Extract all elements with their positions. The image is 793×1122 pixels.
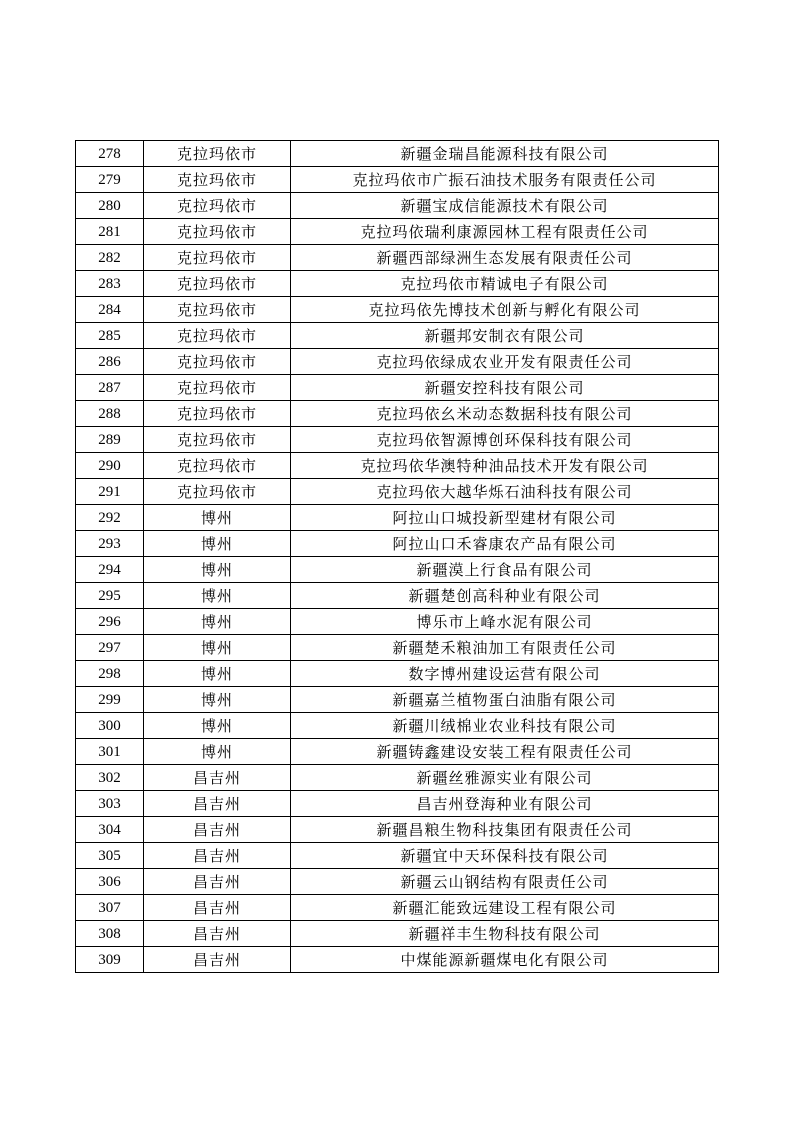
row-number-cell: 284 <box>76 297 144 323</box>
table-row <box>76 479 719 505</box>
company-name-cell: 克拉玛依华澳特种油品技术开发有限公司 <box>291 453 719 479</box>
company-name-cell: 克拉玛依智源博创环保科技有限公司 <box>291 427 719 453</box>
row-number-cell: 295 <box>76 583 144 609</box>
region-cell: 昌吉州 <box>144 869 291 895</box>
table-row <box>76 453 719 479</box>
table-row <box>76 791 719 817</box>
region-cell: 克拉玛依市 <box>144 323 291 349</box>
row-number-cell: 278 <box>76 141 144 167</box>
company-name-cell: 中煤能源新疆煤电化有限公司 <box>291 947 719 973</box>
company-name-cell: 新疆邦安制衣有限公司 <box>291 323 719 349</box>
company-name-cell: 新疆西部绿洲生态发展有限责任公司 <box>291 245 719 271</box>
row-number-cell: 303 <box>76 791 144 817</box>
company-name-cell: 克拉玛依瑞利康源园林工程有限责任公司 <box>291 219 719 245</box>
table-row <box>76 687 719 713</box>
region-cell: 昌吉州 <box>144 791 291 817</box>
row-number-cell: 280 <box>76 193 144 219</box>
row-number-cell: 279 <box>76 167 144 193</box>
row-number-cell: 283 <box>76 271 144 297</box>
region-cell: 昌吉州 <box>144 947 291 973</box>
row-number-cell: 296 <box>76 609 144 635</box>
company-name-cell: 昌吉州登海种业有限公司 <box>291 791 719 817</box>
company-name-cell: 新疆云山钢结构有限责任公司 <box>291 869 719 895</box>
row-number-cell: 289 <box>76 427 144 453</box>
company-name-cell: 新疆宝成信能源技术有限公司 <box>291 193 719 219</box>
company-name-cell: 新疆汇能致远建设工程有限公司 <box>291 895 719 921</box>
table-row <box>76 141 719 167</box>
region-cell: 博州 <box>144 635 291 661</box>
region-cell: 博州 <box>144 739 291 765</box>
table-row <box>76 947 719 973</box>
region-cell: 博州 <box>144 505 291 531</box>
table-body <box>76 141 719 973</box>
table-row <box>76 349 719 375</box>
row-number-cell: 299 <box>76 687 144 713</box>
company-name-cell: 新疆楚创高科种业有限公司 <box>291 583 719 609</box>
row-number-cell: 306 <box>76 869 144 895</box>
company-name-cell: 克拉玛依绿成农业开发有限责任公司 <box>291 349 719 375</box>
table-row <box>76 167 719 193</box>
company-name-cell: 新疆安控科技有限公司 <box>291 375 719 401</box>
company-name-cell: 新疆祥丰生物科技有限公司 <box>291 921 719 947</box>
region-cell: 克拉玛依市 <box>144 297 291 323</box>
region-cell: 博州 <box>144 687 291 713</box>
row-number-cell: 297 <box>76 635 144 661</box>
table-row <box>76 713 719 739</box>
table-row <box>76 583 719 609</box>
row-number-cell: 292 <box>76 505 144 531</box>
region-cell: 克拉玛依市 <box>144 427 291 453</box>
table-row <box>76 739 719 765</box>
company-name-cell: 新疆楚禾粮油加工有限责任公司 <box>291 635 719 661</box>
region-cell: 克拉玛依市 <box>144 453 291 479</box>
region-cell: 昌吉州 <box>144 817 291 843</box>
company-name-cell: 阿拉山口禾睿康农产品有限公司 <box>291 531 719 557</box>
row-number-cell: 308 <box>76 921 144 947</box>
region-cell: 昌吉州 <box>144 921 291 947</box>
table-row <box>76 375 719 401</box>
company-name-cell: 克拉玛依市精诚电子有限公司 <box>291 271 719 297</box>
table-row <box>76 271 719 297</box>
table-row <box>76 635 719 661</box>
table-row <box>76 609 719 635</box>
region-cell: 克拉玛依市 <box>144 375 291 401</box>
region-cell: 昌吉州 <box>144 895 291 921</box>
table-row <box>76 843 719 869</box>
region-cell: 克拉玛依市 <box>144 245 291 271</box>
region-cell: 博州 <box>144 661 291 687</box>
region-cell: 昌吉州 <box>144 843 291 869</box>
region-cell: 克拉玛依市 <box>144 349 291 375</box>
row-number-cell: 294 <box>76 557 144 583</box>
company-name-cell: 克拉玛依幺米动态数据科技有限公司 <box>291 401 719 427</box>
row-number-cell: 290 <box>76 453 144 479</box>
row-number-cell: 288 <box>76 401 144 427</box>
row-number-cell: 302 <box>76 765 144 791</box>
company-list-table <box>75 140 719 973</box>
region-cell: 博州 <box>144 583 291 609</box>
table-row <box>76 219 719 245</box>
table-row <box>76 297 719 323</box>
company-name-cell: 新疆嘉兰植物蛋白油脂有限公司 <box>291 687 719 713</box>
region-cell: 博州 <box>144 713 291 739</box>
company-name-cell: 克拉玛依先博技术创新与孵化有限公司 <box>291 297 719 323</box>
row-number-cell: 298 <box>76 661 144 687</box>
region-cell: 克拉玛依市 <box>144 193 291 219</box>
company-name-cell: 新疆金瑞昌能源科技有限公司 <box>291 141 719 167</box>
table-row <box>76 245 719 271</box>
company-name-cell: 新疆漠上行食品有限公司 <box>291 557 719 583</box>
table-row <box>76 323 719 349</box>
row-number-cell: 301 <box>76 739 144 765</box>
company-name-cell: 新疆铸鑫建设安装工程有限责任公司 <box>291 739 719 765</box>
company-name-cell: 克拉玛依市广振石油技术服务有限责任公司 <box>291 167 719 193</box>
company-name-cell: 克拉玛依大越华烁石油科技有限公司 <box>291 479 719 505</box>
row-number-cell: 287 <box>76 375 144 401</box>
region-cell: 克拉玛依市 <box>144 271 291 297</box>
region-cell: 克拉玛依市 <box>144 219 291 245</box>
row-number-cell: 305 <box>76 843 144 869</box>
row-number-cell: 304 <box>76 817 144 843</box>
region-cell: 博州 <box>144 609 291 635</box>
company-name-cell: 博乐市上峰水泥有限公司 <box>291 609 719 635</box>
company-name-cell: 新疆丝雅源实业有限公司 <box>291 765 719 791</box>
region-cell: 克拉玛依市 <box>144 141 291 167</box>
table-row <box>76 765 719 791</box>
row-number-cell: 307 <box>76 895 144 921</box>
region-cell: 昌吉州 <box>144 765 291 791</box>
table-row <box>76 895 719 921</box>
row-number-cell: 281 <box>76 219 144 245</box>
company-name-cell: 阿拉山口城投新型建材有限公司 <box>291 505 719 531</box>
table-row <box>76 427 719 453</box>
row-number-cell: 286 <box>76 349 144 375</box>
row-number-cell: 285 <box>76 323 144 349</box>
row-number-cell: 291 <box>76 479 144 505</box>
row-number-cell: 309 <box>76 947 144 973</box>
row-number-cell: 300 <box>76 713 144 739</box>
row-number-cell: 293 <box>76 531 144 557</box>
table-row <box>76 869 719 895</box>
table-row <box>76 557 719 583</box>
table-row <box>76 921 719 947</box>
region-cell: 克拉玛依市 <box>144 479 291 505</box>
region-cell: 克拉玛依市 <box>144 401 291 427</box>
company-name-cell: 新疆川绒棉业农业科技有限公司 <box>291 713 719 739</box>
company-name-cell: 新疆昌粮生物科技集团有限责任公司 <box>291 817 719 843</box>
row-number-cell: 282 <box>76 245 144 271</box>
company-name-cell: 新疆宜中天环保科技有限公司 <box>291 843 719 869</box>
table-row <box>76 505 719 531</box>
region-cell: 克拉玛依市 <box>144 167 291 193</box>
table-row <box>76 401 719 427</box>
company-name-cell: 数字博州建设运营有限公司 <box>291 661 719 687</box>
table-row <box>76 661 719 687</box>
table-row <box>76 193 719 219</box>
region-cell: 博州 <box>144 531 291 557</box>
table-row <box>76 817 719 843</box>
region-cell: 博州 <box>144 557 291 583</box>
table-row <box>76 531 719 557</box>
